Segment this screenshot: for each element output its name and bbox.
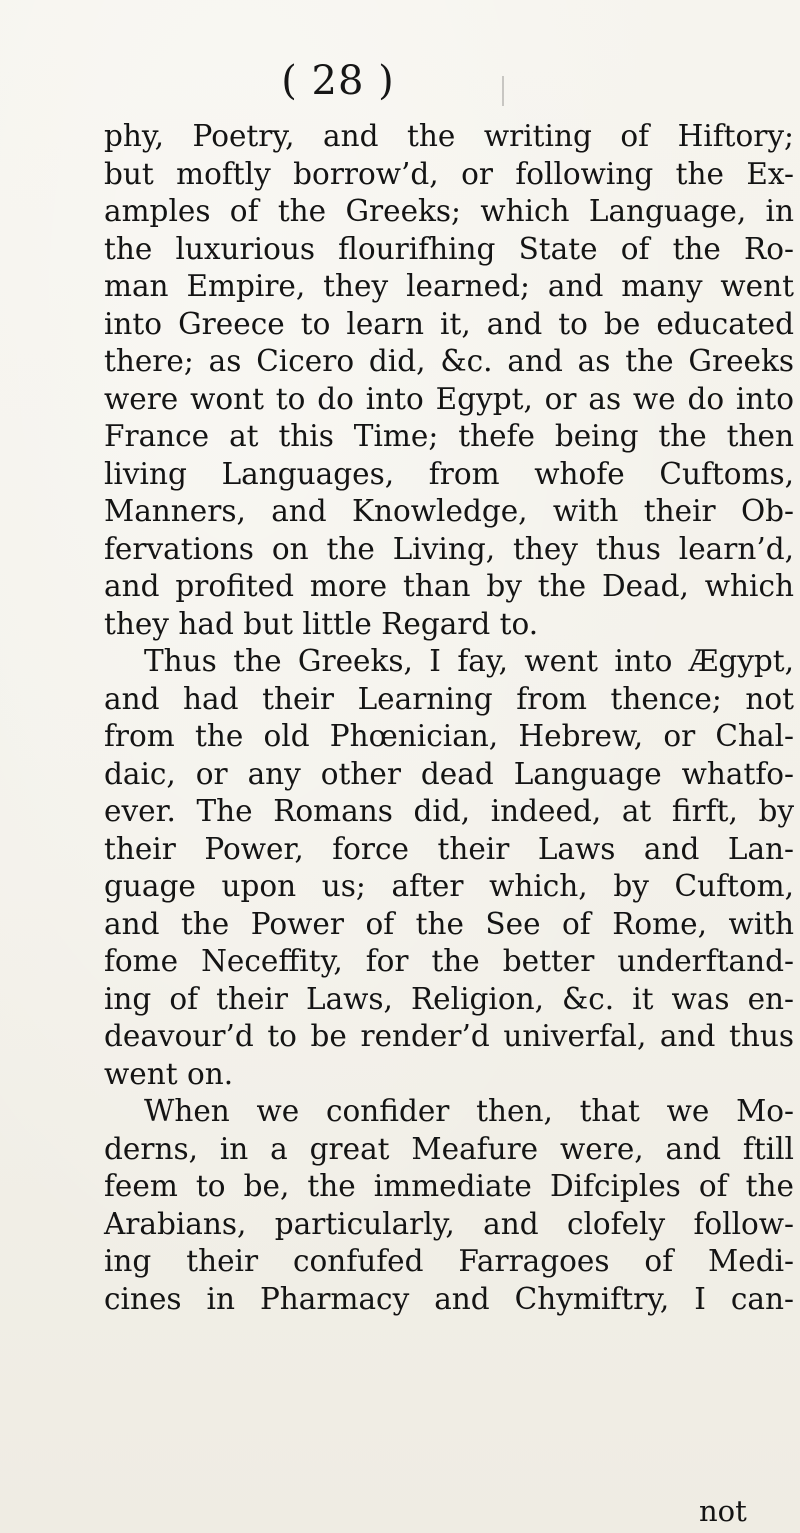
paper-mark — [502, 76, 504, 106]
text-line: but moftly borrow’d, or following the Ex- — [104, 156, 794, 191]
text-line: man Empire, they learned; and many went — [104, 269, 794, 303]
text-line: ever. The Romans did, indeed, at firft, by — [104, 794, 794, 828]
text-line: the luxurious flourifhing State of the Ro- — [104, 231, 794, 266]
text-line: ing their confufed Farragoes of Medi- — [104, 1244, 794, 1278]
text-line: derns, in a great Meafure were, and ftill — [104, 1131, 794, 1166]
text-line: Arabians, particularly, and clofely follow- — [104, 1206, 794, 1241]
text-line: were wont to do into Egypt, or as we do into — [104, 381, 794, 416]
text-line: When we confider then, that we Mo- — [144, 1094, 794, 1128]
text-line: deavour’d to be render’d univerfal, and thus — [104, 1019, 794, 1053]
text-line: amples of the Greeks; which Language, in — [104, 194, 794, 228]
text-line: into Greece to learn it, and to be educated — [104, 306, 794, 341]
text-line: Thus the Greeks, I fay, went into Ægypt, — [144, 644, 794, 678]
text-line: fome Neceffity, for the better underftand- — [104, 944, 794, 978]
text-line: living Languages, from whofe Cuftoms, — [104, 456, 794, 491]
text-line: ing of their Laws, Religion, &c. it was en- — [104, 981, 794, 1016]
page-number: ( 28 ) — [281, 58, 395, 104]
text-line: and had their Learning from thence; not — [104, 681, 794, 716]
page-number-header — [0, 58, 800, 104]
text-line: fervations on the Living, they thus learn’d, — [104, 531, 794, 566]
text-line: there; as Cicero did, &c. and as the Greeks — [104, 344, 794, 378]
body-text — [104, 118, 794, 1318]
text-line: cines in Pharmacy and Chymiftry, I can- — [104, 1281, 794, 1316]
text-line: daic, or any other dead Language whatfo- — [104, 756, 794, 791]
catchword: not — [699, 1494, 747, 1528]
text-line: and profited more than by the Dead, which — [104, 569, 794, 603]
text-line: and the Power of the See of Rome, with — [104, 906, 794, 941]
text-line: Manners, and Knowledge, with their Ob- — [104, 494, 794, 528]
text-line: went on. — [104, 1056, 234, 1091]
text-line: phy, Poetry, and the writing of Hiftory; — [104, 119, 794, 153]
text-line: they had but little Regard to. — [104, 606, 539, 641]
text-line: their Power, force their Laws and Lan- — [104, 831, 794, 866]
text-line: from the old Phœnician, Hebrew, or Chal- — [104, 719, 794, 753]
text-line: feem to be, the immediate Difciples of the — [104, 1169, 794, 1203]
text-line: France at this Time; thefe being the then — [104, 419, 794, 453]
text-line: guage upon us; after which, by Cuftom, — [104, 869, 794, 903]
